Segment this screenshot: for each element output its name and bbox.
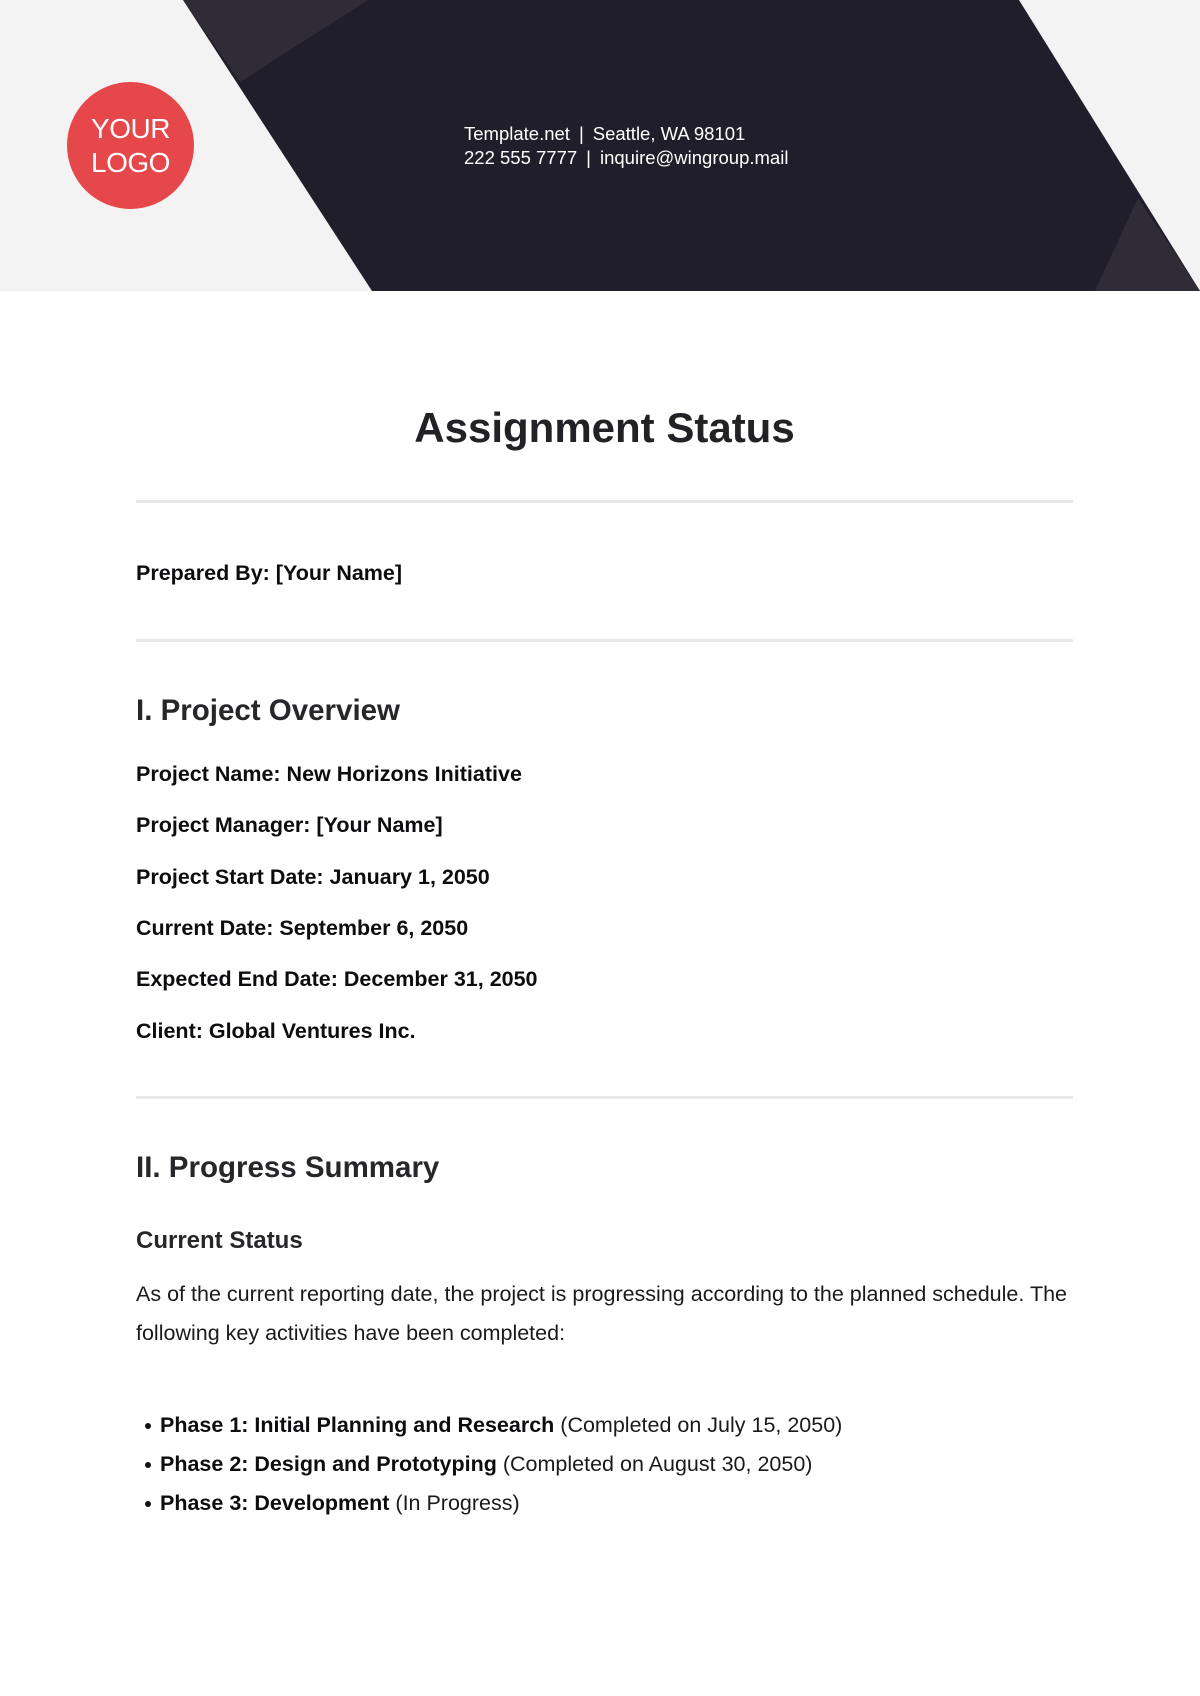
section-heading-progress-summary: II. Progress Summary [136,1151,440,1184]
field-project-name: Project Name: New Horizons Initiative [136,762,522,786]
contact-separator: | [578,123,584,144]
divider [136,1096,1073,1099]
bullet-icon [145,1462,151,1468]
list-item [136,1406,1073,1445]
phase-status: (In Progress) [395,1491,520,1515]
contact-info [464,122,788,170]
phase-name: Phase 2: Design and Prototyping [160,1452,497,1476]
logo-text: YOUR LOGO [91,112,170,178]
field-start-date: Project Start Date: January 1, 2050 [136,865,490,889]
contact-line-1 [464,122,788,146]
list-item [136,1484,1073,1523]
field-project-manager: Project Manager: [Your Name] [136,813,443,837]
phase-status: (Completed on July 15, 2050) [560,1413,843,1437]
divider [136,500,1073,503]
contact-separator: | [586,147,591,168]
status-paragraph: As of the current reporting date, the project is progressing according to the planned schedule. The following key activities have been completed: [136,1282,1067,1345]
field-client: Client: Global Ventures Inc. [136,1019,416,1043]
letterhead-header [0,0,1200,291]
company-logo [67,82,194,209]
bullet-icon [145,1423,151,1429]
field-end-date: Expected End Date: December 31, 2050 [136,967,538,991]
company-address: Seattle, WA 98101 [592,123,746,144]
subheading-current-status: Current Status [136,1227,303,1254]
phase-name: Phase 1: Initial Planning and Research [160,1413,555,1437]
company-name: Template.net [464,123,570,144]
phase-list [136,1406,1073,1523]
divider [136,639,1073,642]
phase-name: Phase 3: Development [160,1491,390,1515]
document-title: Assignment Status [414,404,795,451]
section-heading-project-overview: I. Project Overview [136,694,400,727]
list-item [136,1445,1073,1484]
contact-line-2 [464,146,788,170]
company-email: inquire@wingroup.mail [599,147,789,168]
phase-status: (Completed on August 30, 2050) [502,1452,813,1476]
prepared-by: Prepared By: [Your Name] [136,561,403,585]
field-current-date: Current Date: September 6, 2050 [136,916,469,940]
company-phone: 222 555 7777 [464,147,578,168]
bullet-icon [145,1501,151,1507]
